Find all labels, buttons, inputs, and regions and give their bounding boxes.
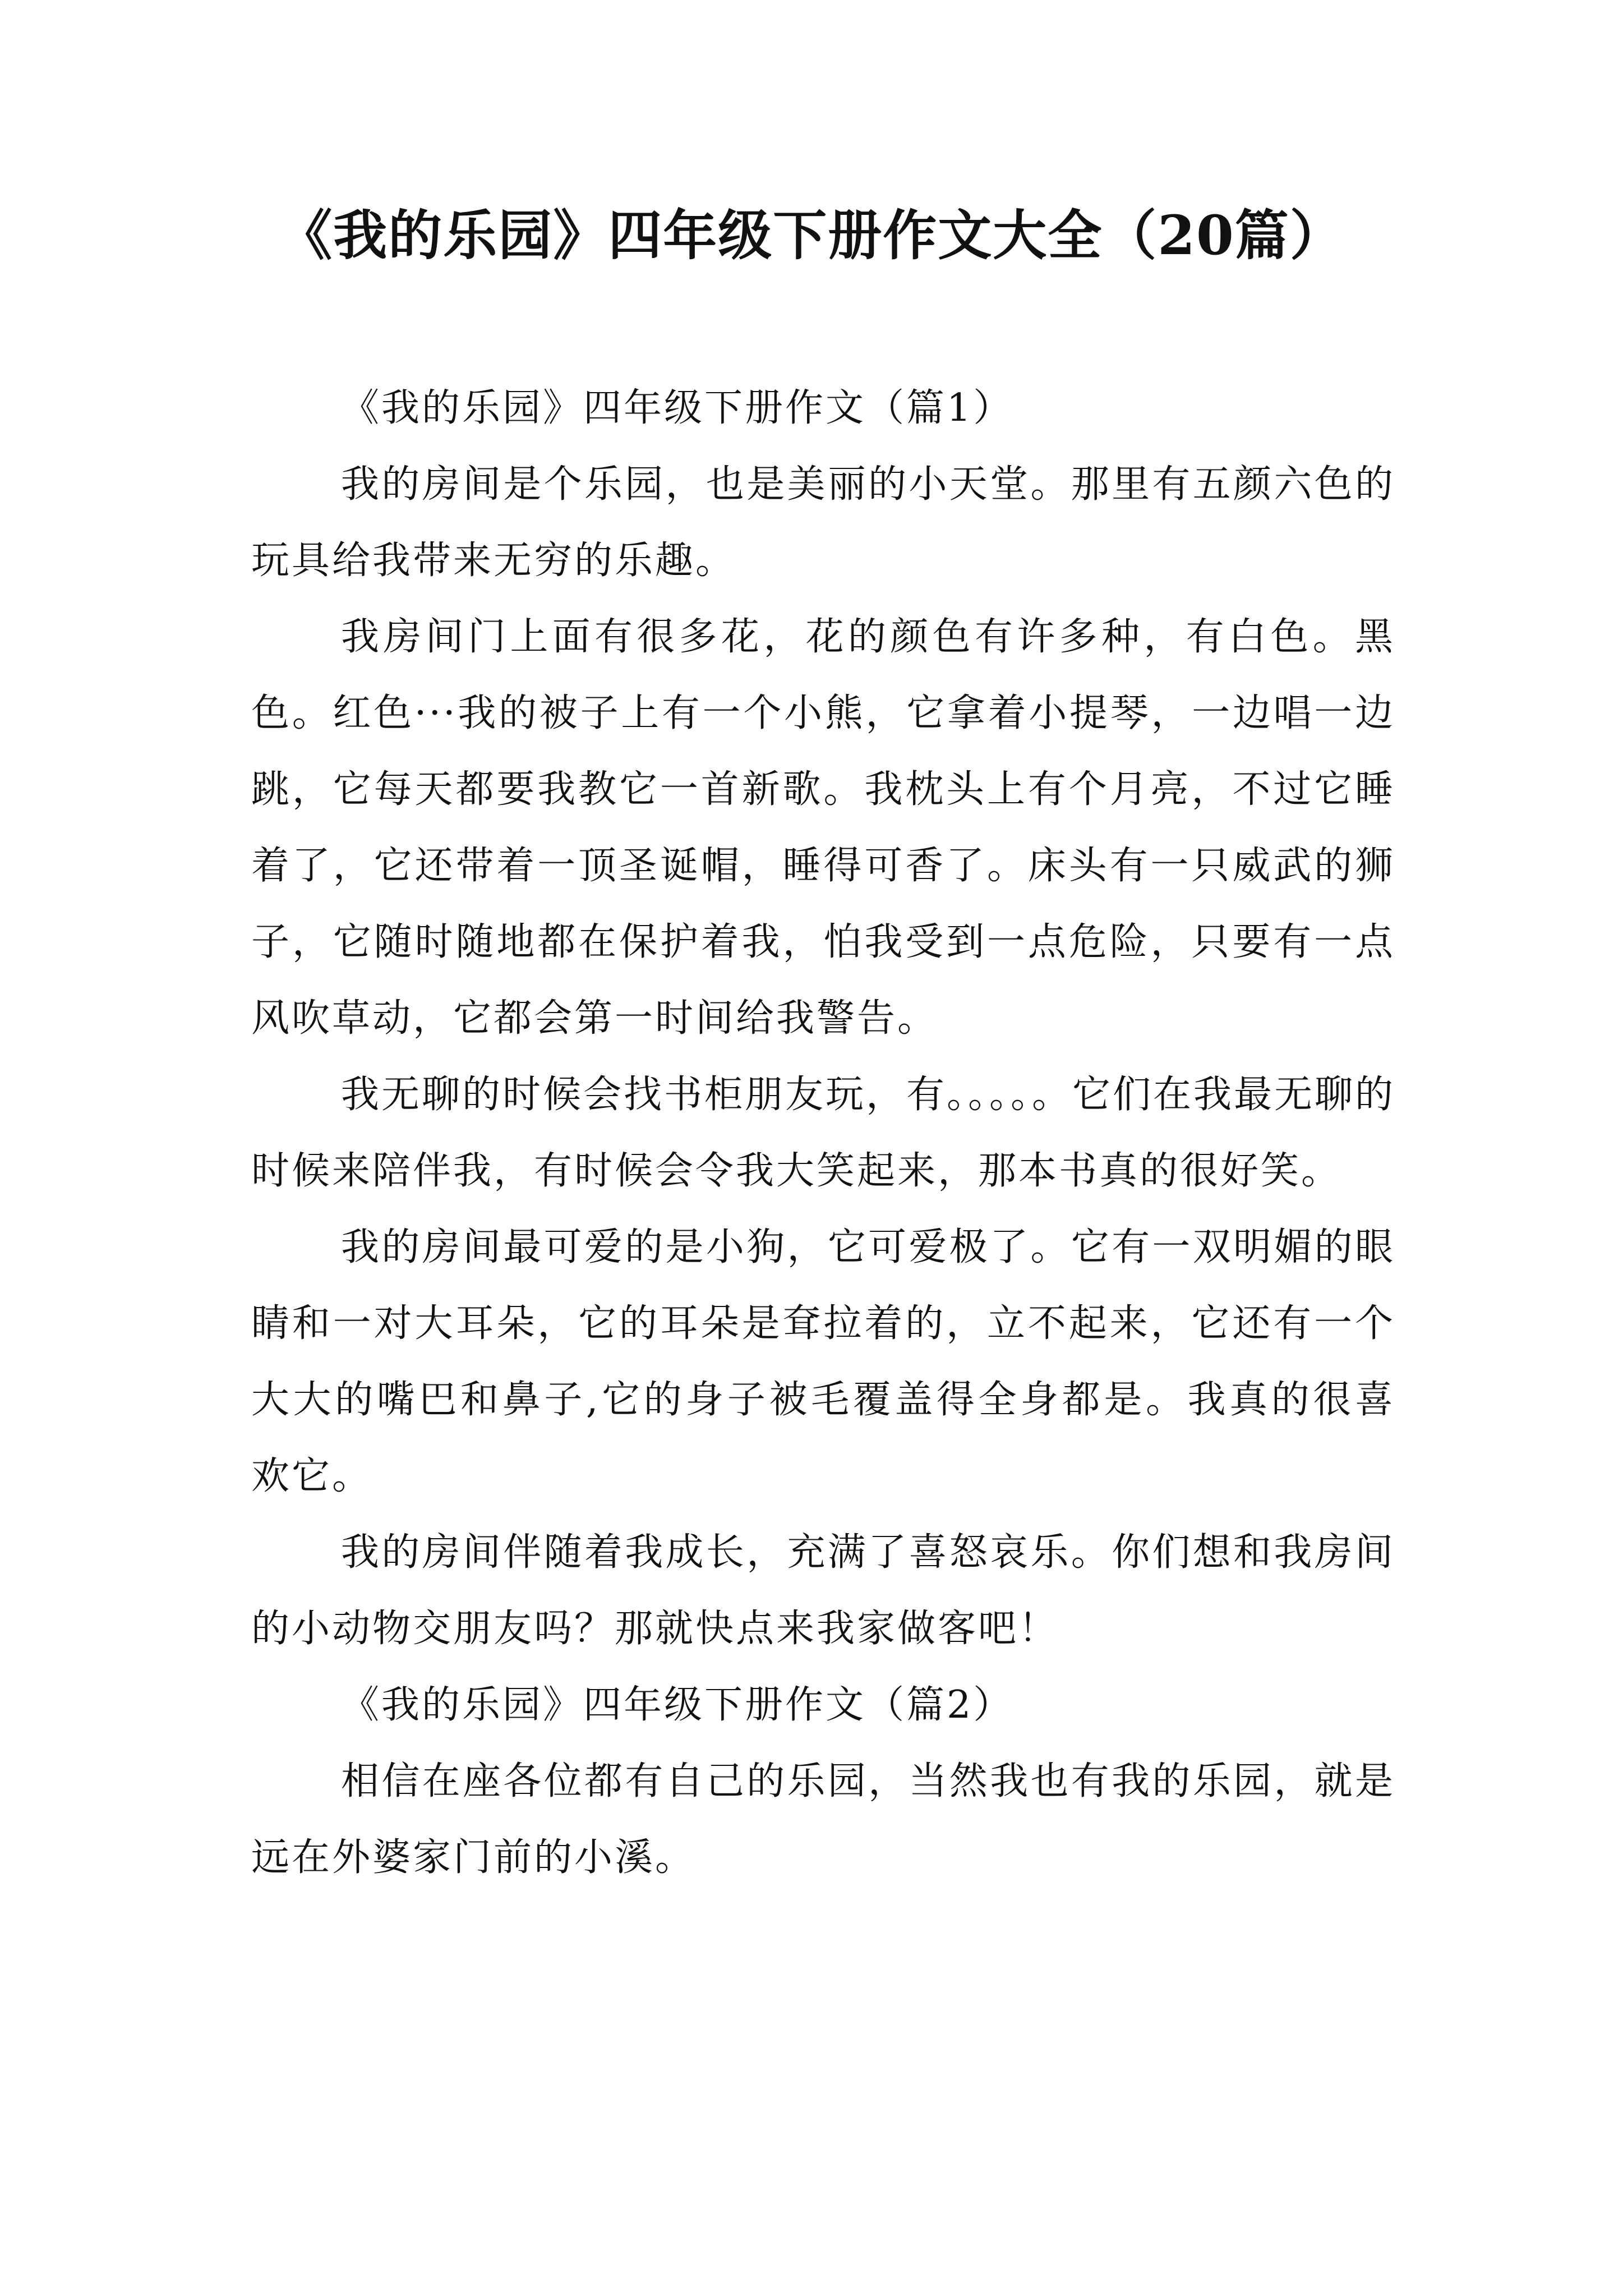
essay-heading-1: 《我的乐园》四年级下册作文（篇1）: [341, 386, 1014, 430]
paragraph: 我房间门上面有很多花，花的颜色有许多种，有白色。黑色。红色···我的被子上有一个小熊，它拿着小提琴，一边唱一边跳，它每天都要我教它一首新歌。我枕头上有个月亮，不过它睡着了，它还带着一顶圣诞帽，睡得可香了。床头有一只威武的狮子，它随时随地都在保护着我，怕我受到一点危险，只要有一点风吹草动，它都会第一时间给我警告。: [251, 615, 1395, 1041]
paragraph: 我的房间最可爱的是小狗，它可爱极了。它有一双明媚的眼睛和一对大耳朵，它的耳朵是耷拉着的，立不起来，它还有一个大大的嘴巴和鼻子,它的身子被毛覆盖得全身都是。我真的很喜欢它。: [251, 1225, 1395, 1498]
document-title: 《我的乐园》四年级下册作文大全（20篇）: [278, 204, 1345, 267]
paragraph: 我的房间伴随着我成长，充满了喜怒哀乐。你们想和我房间的小动物交朋友吗？那就快点来我家做客吧！: [251, 1530, 1395, 1651]
document-body: [251, 370, 1395, 1896]
paragraph: 我无聊的时候会找书柜朋友玩，有。。。。。它们在我最无聊的时候来陪伴我，有时候会令我大笑起来，那本书真的很好笑。: [251, 1073, 1396, 1193]
essay-heading-2: 《我的乐园》四年级下册作文（篇2）: [341, 1683, 1014, 1727]
paragraph: 我的房间是个乐园，也是美丽的小天堂。那里有五颜六色的玩具给我带来无穷的乐趣。: [251, 462, 1395, 583]
paragraph: 相信在座各位都有自己的乐园，当然我也有我的乐园，就是远在外婆家门前的小溪。: [251, 1759, 1395, 1880]
